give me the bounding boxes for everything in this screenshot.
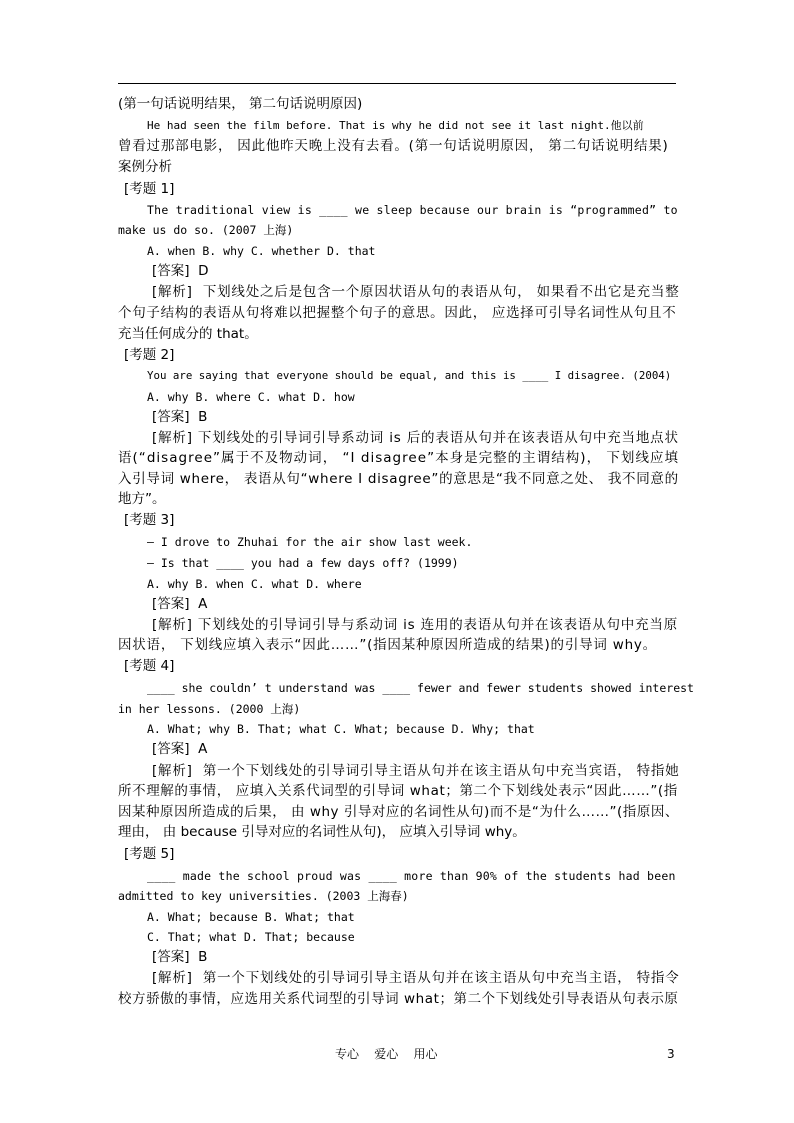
text-line: 校方骄傲的事情，应选用关系代词型的引导词 what；第二个下划线处引导表语从句表示原 [118,991,679,1007]
text-line: [解析] 第一个下划线处的引导词引导主语从句并在该主语从句中充当宾语， 特指她 [152,763,680,779]
text-line: — I drove to Zhuhai for the air show last week. [147,535,473,549]
text-line: 因状语， 下划线应填入表示“因此……”(指因某种原因所造成的结果)的引导词 why。 [118,637,657,653]
text-line: [答案] A [152,741,208,757]
text-line: 曾看过那部电影， 因此他昨天晚上没有去看。(第一句话说明原因， 第二句话说明结果) [118,138,669,154]
text-line: [解析] 下划线处之后是包含一个原因状语从句的表语从句， 如果看不出它是充当整 [152,284,680,300]
text-line: [答案] D [152,263,209,279]
text-line: (第一句话说明结果， 第二句话说明原因) [118,96,363,112]
text-line: 案例分析 [118,159,172,175]
text-line: 充当任何成分的 that。 [118,326,258,342]
text-line: [答案] B [152,409,208,425]
text-line: [答案] A [152,596,208,612]
text-line: 语(“disagree”属于不及物动词， “I disagree”本身是完整的主谓结构)， 下划线应填 [118,450,680,466]
text-line: [答案] B [152,949,208,965]
text-line: 地方”。 [118,491,166,507]
text-line: ____ she couldn’ t understand was ____ fewer and fewer students showed interest [147,681,694,695]
question-2-label: [考题 2] [124,347,175,363]
text-line: admitted to key universities. (2003 上海春) [118,889,409,903]
text-line: ____ made the school proud was ____ more than 90% of the students had been [147,869,676,883]
text-line: He had seen the film before. That is why he did not see it last night.他以前 [147,119,644,132]
text-line: [解析] 下划线处的引导词引导与系动词 is 连用的表语从句并在该表语从句中充当原 [152,617,678,633]
page-number: 3 [667,1047,675,1061]
text-line: in her lessons. (2000 上海) [118,702,301,716]
text-line: [解析] 下划线处的引导词引导系动词 is 后的表语从句并在该表语从句中充当地点状 [152,430,679,446]
text-line: A. why B. when C. what D. where [147,577,362,591]
text-line: A. when B. why C. whether D. that [147,244,376,258]
text-line: — Is that ____ you had a few days off? (1999) [147,556,459,570]
header-rule [118,83,676,84]
text-line: 个句子结构的表语从句将难以把握整个句子的意思。因此， 应选择可引导名词性从句且不 [118,305,677,321]
text-line: A. why B. where C. what D. how [147,390,355,404]
text-line: 因某种原因所造成的后果， 由 why 引导对应的名词性从句)而不是“为什么……”(指原因、 [118,804,679,820]
text-line: 理由， 由 because 引导对应的名词性从句)， 应填入引导词 why。 [118,824,526,840]
question-3-label: [考题 3] [124,512,175,528]
footer-motto: 专心 爱心 用心 [335,1047,438,1061]
text-line: 所不理解的事情， 应填入关系代词型的引导词 what；第二个下划线处表示“因此……”(指 [118,783,678,799]
text-line: The traditional view is ____ we sleep because our brain is “programmed” to [147,203,678,217]
text-line: [解析] 第一个下划线处的引导词引导主语从句并在该主语从句中充当主语， 特指令 [152,970,680,986]
text-line: A. What; why B. That; what C. What; because D. Why; that [147,722,535,736]
question-1-label: [考题 1] [124,181,175,197]
text-line: C. That; what D. That; because [147,930,355,944]
text-line: A. What; because B. What; that [147,910,355,924]
question-5-label: [考题 5] [124,846,175,862]
question-4-label: [考题 4] [124,658,175,674]
text-line: make us do so. (2007 上海) [118,223,294,237]
text-line: 入引导词 where， 表语从句“where I disagree”的意思是“我不同意之处、 我不同意的 [118,471,679,487]
text-line: You are saying that everyone should be equal, and this is ____ I disagree. (2004) [147,369,672,382]
